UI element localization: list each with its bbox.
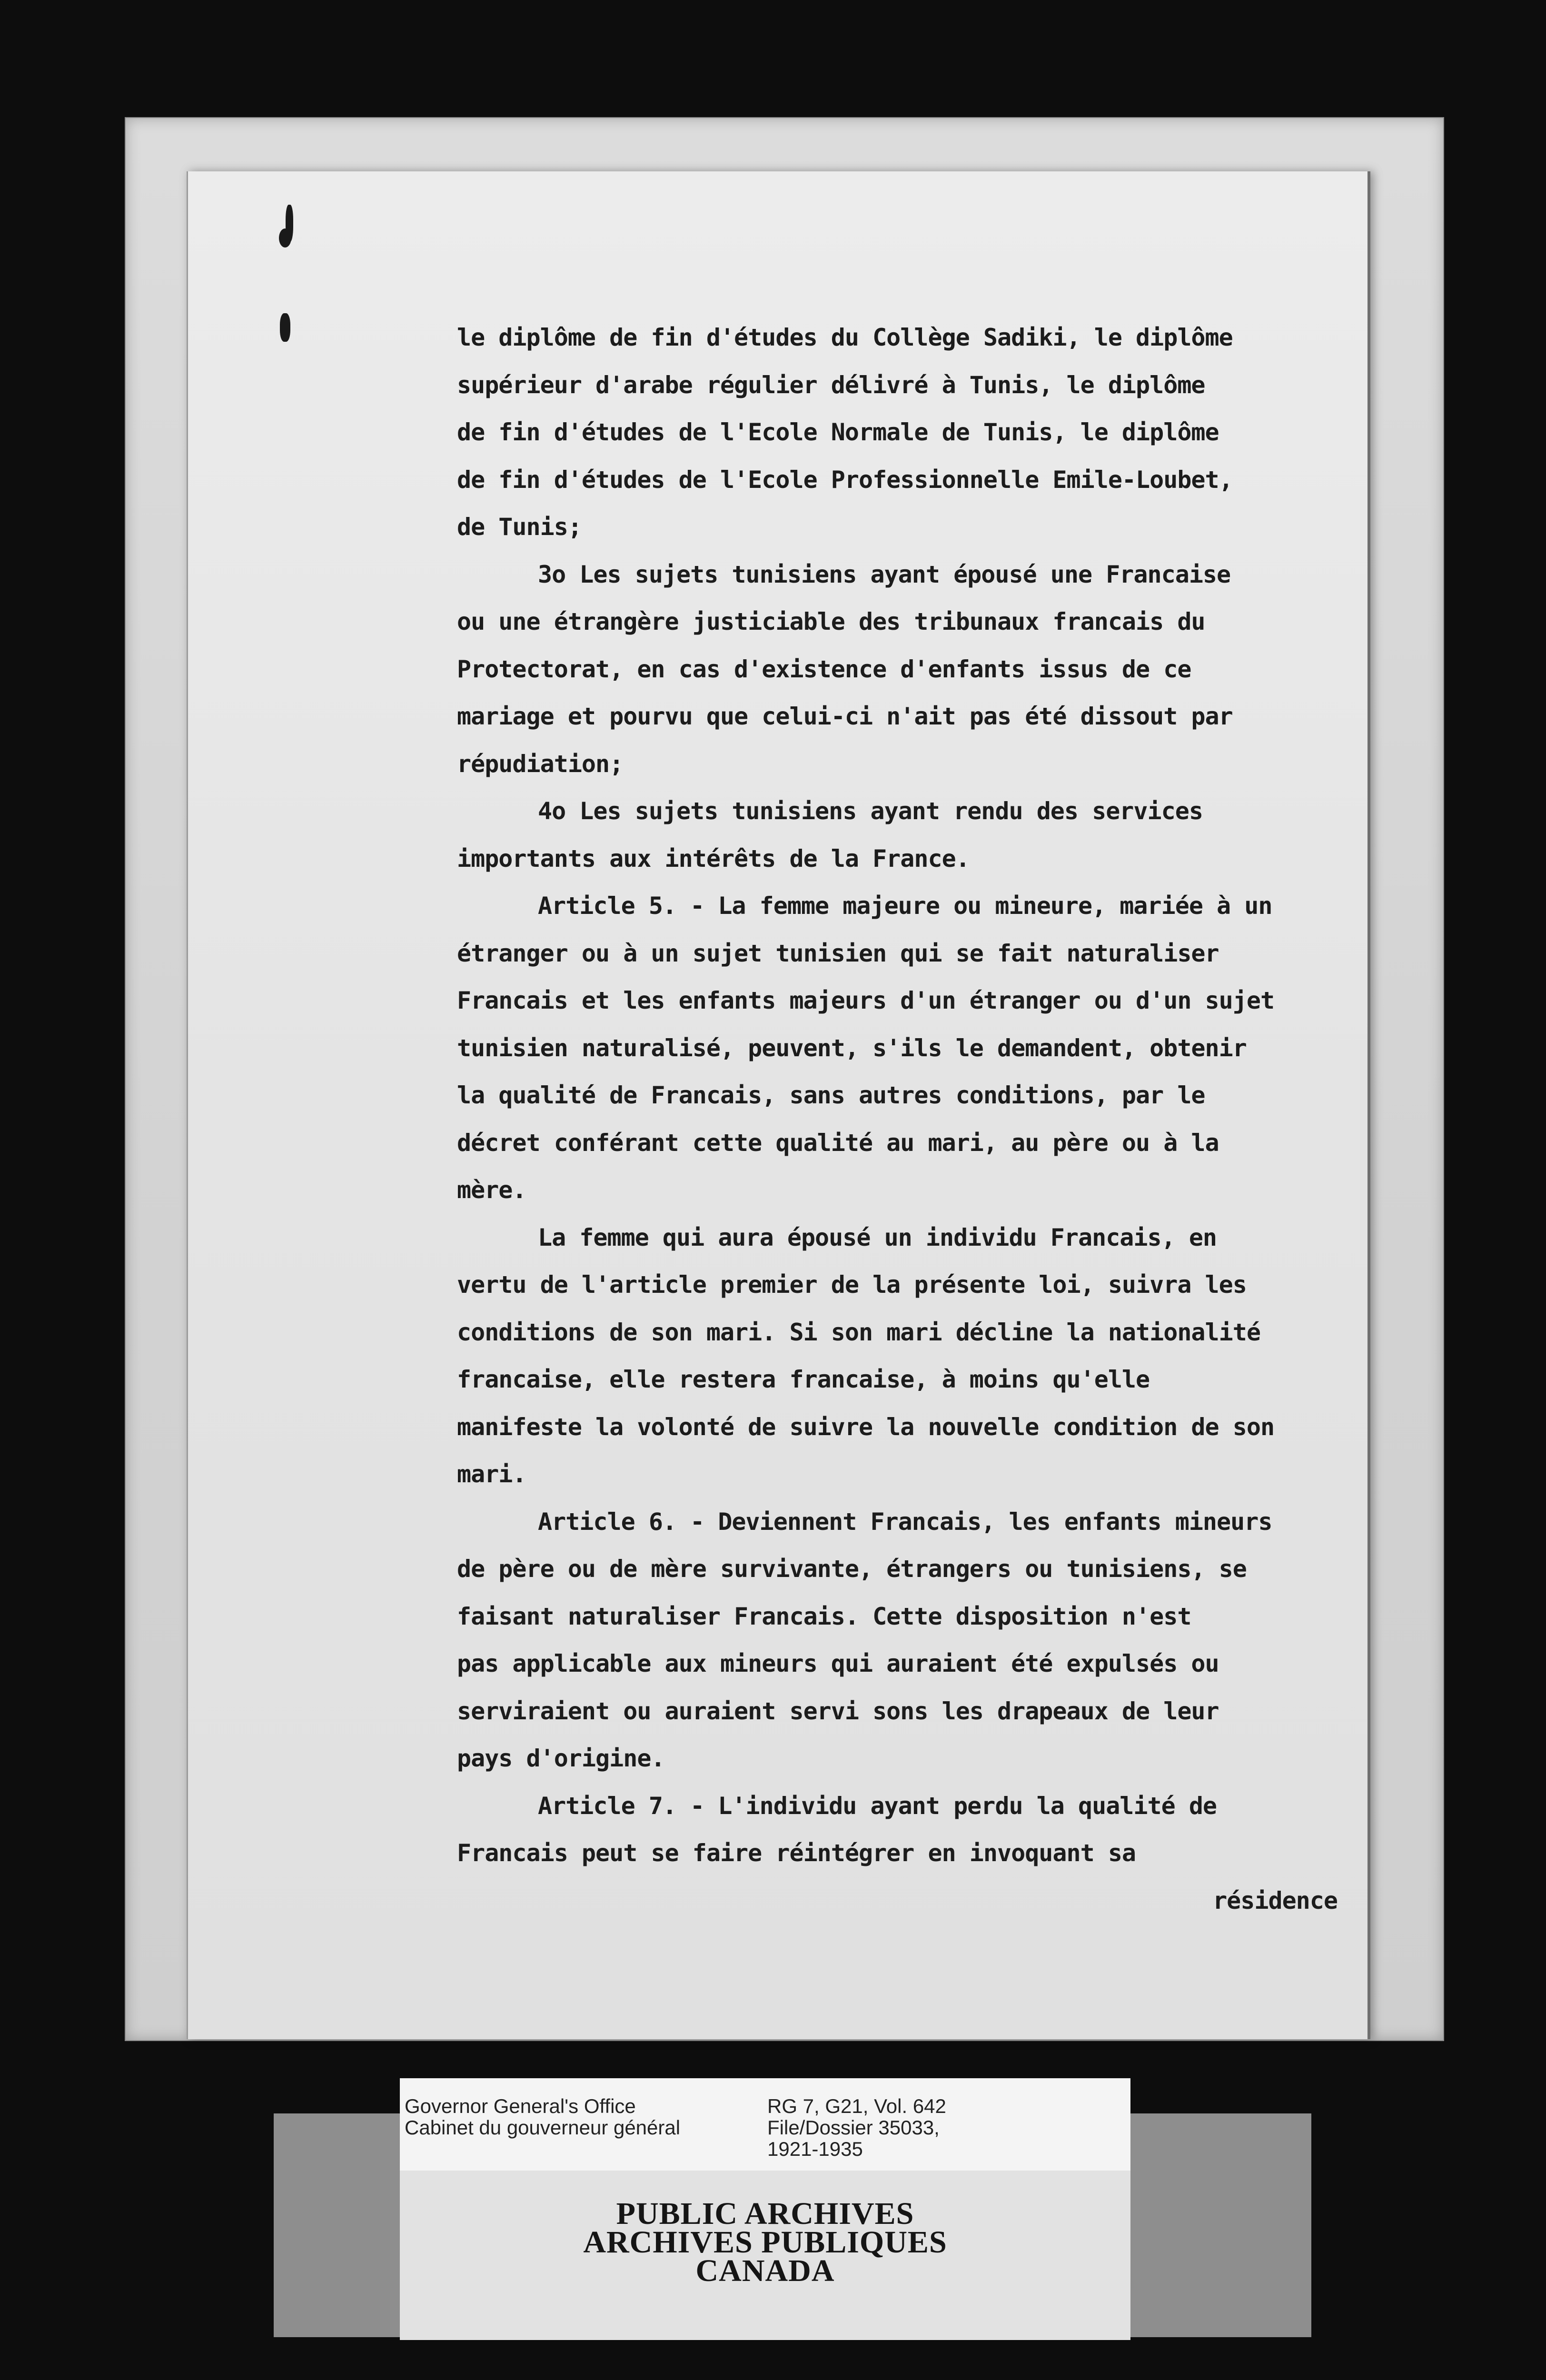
text-line: La femme qui aura épousé un individu Francais, en — [538, 1223, 1217, 1251]
text-line: Francais peut se faire réintégrer en invoquant sa — [457, 1839, 1136, 1867]
label-record-group: RG 7, G21, Vol. 642 — [767, 2095, 946, 2117]
text-line: mari. — [457, 1460, 526, 1488]
text-line: de Tunis; — [457, 513, 582, 541]
text-line: Article 5. - La femme majeure ou mineure, mariée à un — [538, 892, 1272, 920]
text-line: Protectorat, en cas d'existence d'enfants issus de ce — [457, 655, 1191, 683]
text-line: pas applicable aux mineurs qui auraient été expulsés ou — [457, 1650, 1219, 1677]
text-line: ou une étrangère justiciable des tribunaux francais du — [457, 608, 1205, 635]
typed-text-body — [457, 314, 1347, 1924]
punch-hole-mark — [280, 313, 290, 342]
stamp-line-canada: CANADA — [695, 2253, 835, 2288]
text-line: 4o Les sujets tunisiens ayant rendu des services — [538, 797, 1203, 825]
text-line: 3o Les sujets tunisiens ayant épousé une Francaise — [538, 560, 1231, 588]
text-line: vertu de l'article premier de la présente loi, suivra les — [457, 1271, 1247, 1299]
text-line: la qualité de Francais, sans autres conditions, par le — [457, 1081, 1205, 1109]
label-office-english: Governor General's Office — [405, 2095, 636, 2117]
text-line: de père ou de mère survivante, étrangers ou tunisiens, se — [457, 1555, 1247, 1583]
text-line: de fin d'études de l'Ecole Normale de Tunis, le diplôme — [457, 418, 1219, 446]
punch-hole-mark — [279, 228, 291, 248]
text-line: Article 6. - Deviennent Francais, les enfants mineurs — [538, 1507, 1272, 1536]
text-line: mère. — [457, 1176, 526, 1204]
text-line: Article 7. - L'individu ayant perdu la qualité de — [538, 1792, 1217, 1820]
text-line: manifeste la volonté de suivre la nouvelle condition de son — [457, 1413, 1275, 1441]
text-line: faisant naturaliser Francais. Cette disposition n'est — [457, 1602, 1191, 1630]
stamp-line-public-archives: PUBLIC ARCHIVES — [616, 2196, 914, 2231]
text-line: Francais et les enfants majeurs d'un étranger ou d'un sujet — [457, 987, 1275, 1014]
stamp-line-archives-publiques: ARCHIVES PUBLIQUES — [583, 2225, 947, 2260]
text-line: supérieur d'arabe régulier délivré à Tunis, le diplôme — [457, 371, 1205, 399]
text-line: de fin d'études de l'Ecole Professionnelle Emile-Loubet, — [457, 466, 1233, 494]
text-line: étranger ou à un sujet tunisien qui se fait naturaliser — [457, 939, 1219, 967]
text-line: serviraient ou auraient servi sons les drapeaux de leur — [457, 1697, 1219, 1725]
catchword: résidence — [1213, 1886, 1338, 1914]
label-office-french: Cabinet du gouverneur général — [405, 2116, 681, 2139]
text-line: importants aux intérêts de la France. — [457, 844, 970, 873]
text-line: répudiation; — [457, 750, 624, 778]
text-line: conditions de son mari. Si son mari décline la nationalité — [457, 1318, 1260, 1346]
label-file-number: File/Dossier 35033, — [767, 2116, 940, 2139]
text-line: tunisien naturalisé, peuvent, s'ils le demandent, obtenir — [457, 1034, 1247, 1062]
text-line: francaise, elle restera francaise, à moins qu'elle — [457, 1366, 1150, 1393]
text-line: décret conférant cette qualité au mari, au père ou à la — [457, 1129, 1219, 1157]
text-line: pays d'origine. — [457, 1745, 665, 1772]
label-date-range: 1921-1935 — [767, 2138, 863, 2160]
text-line: mariage et pourvu que celui-ci n'ait pas été dissout par — [457, 703, 1233, 730]
text-line: le diplôme de fin d'études du Collège Sadiki, le diplôme — [457, 324, 1233, 351]
